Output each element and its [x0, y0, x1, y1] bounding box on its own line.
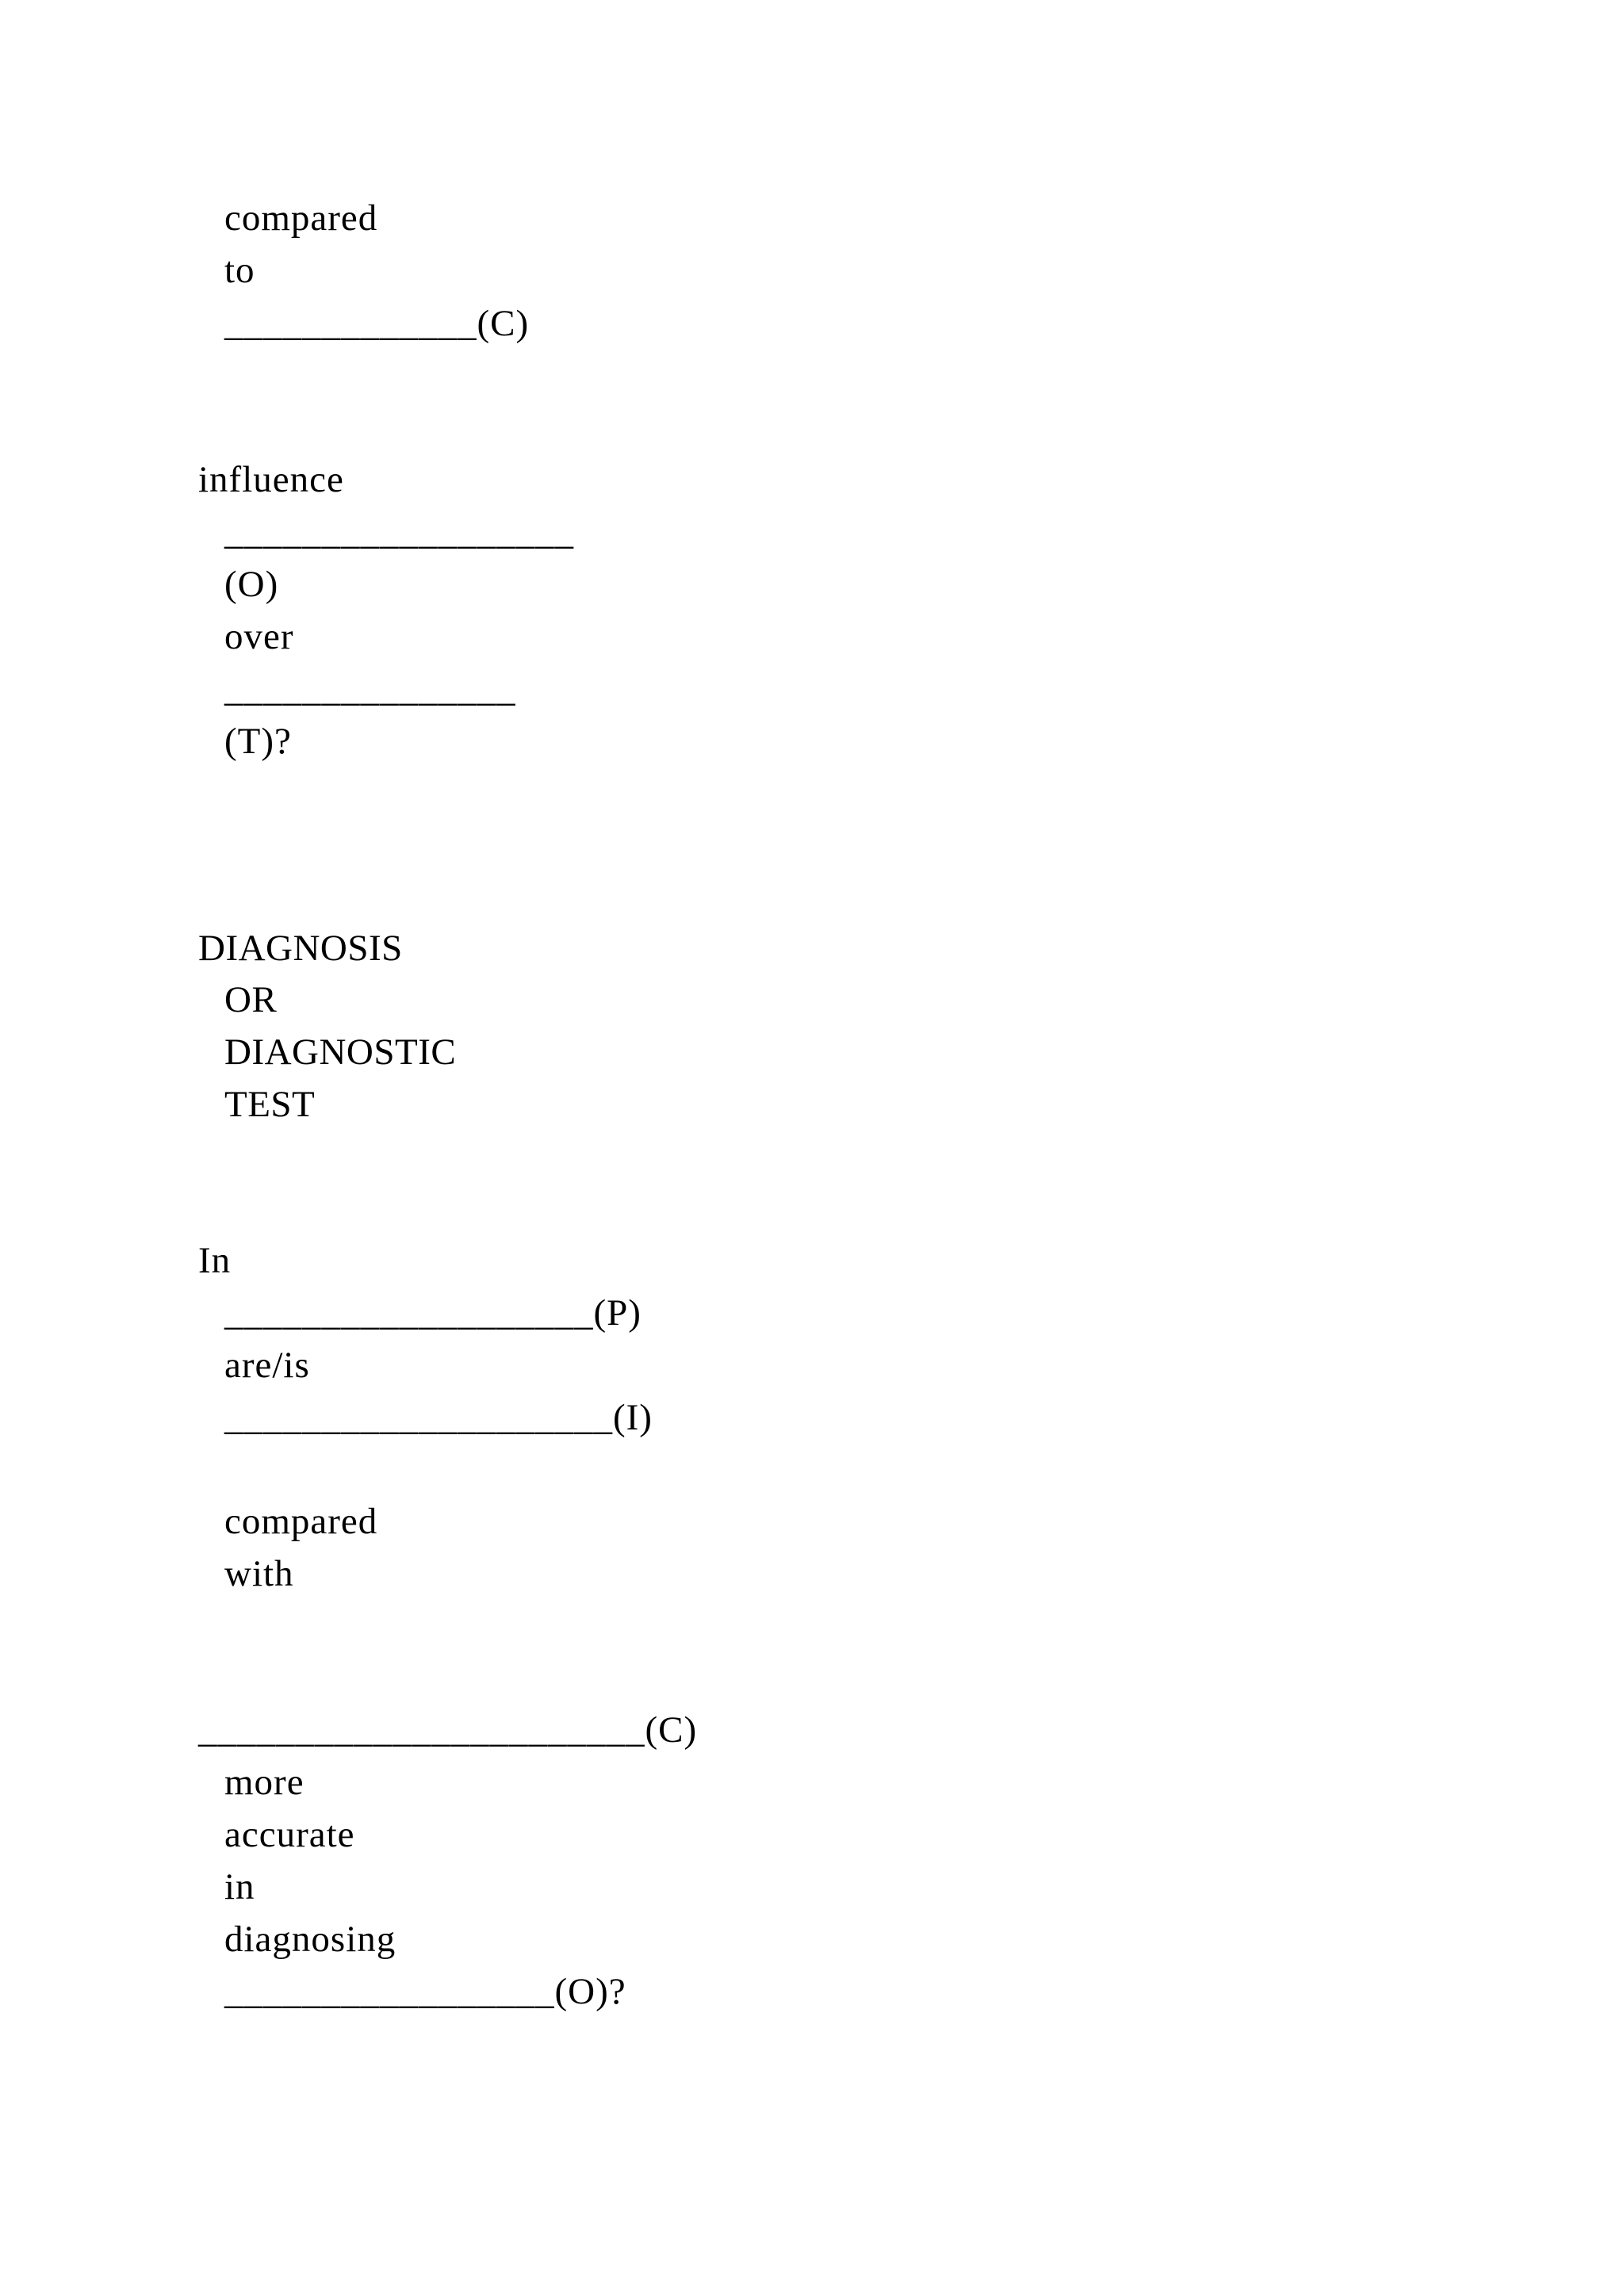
blank-outcome-line: __________________ [224, 511, 574, 553]
blank-outcome-line: _________________(O)? [224, 1971, 626, 2012]
blank-comparison-line: _____________(C) [224, 303, 530, 344]
text-line: to [224, 250, 255, 291]
text-line: In [198, 1240, 232, 1281]
text-line: are/is [224, 1345, 310, 1386]
text-line: compared [224, 197, 378, 239]
text-line: accurate [224, 1814, 355, 1855]
text-line: with [224, 1553, 294, 1594]
text-line: compared [224, 1501, 378, 1542]
blank-time-line: _______________ [224, 668, 516, 710]
text-line: influence [198, 459, 344, 500]
heading-line: OR [224, 979, 278, 1020]
blank-comparison-line: _______________________(C) [198, 1709, 698, 1751]
heading-line: DIAGNOSIS [198, 928, 403, 969]
text-line: (T)? [224, 721, 292, 762]
heading-line: TEST [224, 1084, 316, 1125]
text-line: diagnosing [224, 1919, 396, 1960]
text-line: over [224, 616, 294, 657]
blank-population-line: ___________________(P) [224, 1292, 642, 1334]
text-line: more [224, 1762, 304, 1803]
blank-intervention-line: ____________________(I) [224, 1397, 653, 1438]
text-line: in [224, 1866, 255, 1908]
text-line: (O) [224, 564, 279, 605]
heading-line: DIAGNOSTIC [224, 1031, 457, 1073]
